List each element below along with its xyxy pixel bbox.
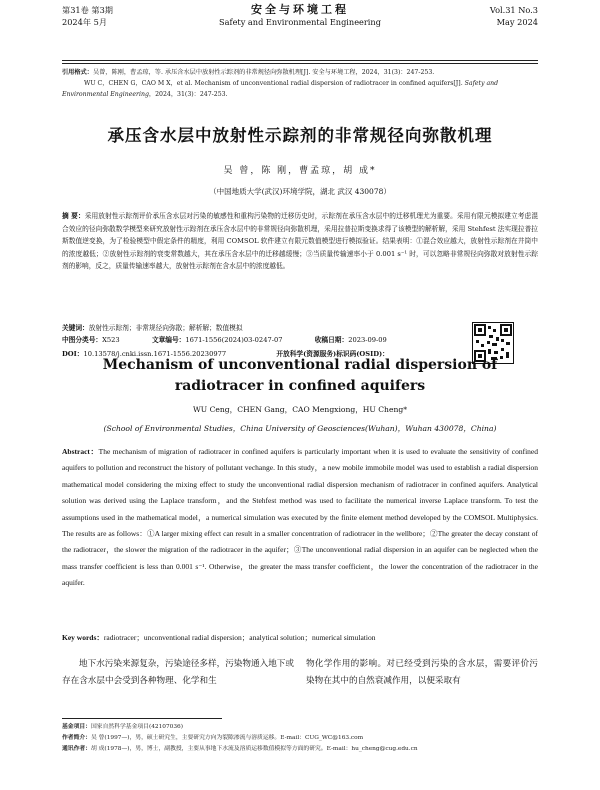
journal-title-en: Safety and Environmental Engineering <box>219 17 381 27</box>
english-title: Mechanism of unconventional radial dispersion of radiotracer in confined aquifers <box>102 357 498 394</box>
keywords-en-text: radiotracer；unconventional radial dispersion；analytical solution；numerical simulation <box>103 633 376 642</box>
journal-title-cn: 安全与环境工程 <box>251 3 349 16</box>
volume-issue-en <box>490 4 538 28</box>
doi-label: DOI： <box>62 350 84 358</box>
affiliation-en: (School of Environmental Studies，China University of Geosciences(Wuhan)，Wuhan 430078，China) <box>103 424 497 433</box>
abstract-en <box>62 444 538 592</box>
fund-text: 国家自然科学基金项目(42107036) <box>91 724 183 730</box>
journal-title <box>62 4 538 28</box>
affiliation-cn: （中国地质大学(武汉)环境学院，湖北 武汉 430078） <box>209 187 391 196</box>
clc-value: X523 <box>102 336 120 344</box>
citation-cn: 吴曾，陈刚，曹孟琼，等. 承压含水层中放射性示踪剂的非常规径向弥散机理[J]. 安全与环境工程，2024，31(3)：247-253. <box>92 69 435 76</box>
abstract-cn <box>62 210 538 273</box>
volume-en: Vol.31 No.3 <box>489 5 538 15</box>
page-title: 承压含水层中放射性示踪剂的非常规径向弥散机理 <box>107 126 493 145</box>
received-label: 收稿日期： <box>314 336 349 344</box>
keywords-cn-label: 关键词： <box>62 324 89 332</box>
body-column-left: 地下水污染来源复杂，污染途径多样，污染物通入地下或存在含水层中会受到各种物理、化学和生 <box>62 659 294 686</box>
corresponding-label: 通讯作者： <box>62 746 91 752</box>
abstract-cn-label: 摘 要： <box>62 212 85 220</box>
docno-value: 1671-1556(2024)03-0247-07 <box>185 336 283 344</box>
docno-label: 文章编号： <box>151 336 186 344</box>
keywords-en-label: Key words： <box>62 633 104 642</box>
corresponding-text: 胡 成(1978—)，男，博士，副教授，主要从事地下水流及溶质运移数值模拟等方面的研究。E-mail：hu_cheng@cug.edu.cn <box>91 746 418 752</box>
authors-cn: 吴 曾，陈 刚，曹孟琼，胡 成* <box>223 166 377 176</box>
footnote-rule <box>62 718 222 719</box>
body-column-right: 物化学作用的影响。对已经受到污染的含水层，需要评价污染物在其中的自然衰减作用，以便采取有 <box>306 659 538 686</box>
abstract-en-text: The mechanism of migration of radiotracer in confined aquifers is particularly important when it is used to evaluate the sensitivity of confined aquifers to pollution and reconstruct the history of pollutant vechange. In this study，a new mobile immobile model was used to establish a radial dispersion mathematical model considering the mixing effect to study the unconventional radial dispersion mechanism of radiotracer in confined aquifers. Analytical solution was derived using the Laplace transform，and the Stehfest method was used to facilitate the numerical inverse Laplace transform. To test the assumptions used in the mathematical model，a numerical simulation was executed by the finite element method developed by the COMSOL Multiphysics. The results are as follows：①A larger mixing effect can result in a smaller concentration of radiotracer in the wellbore；②The greater the decay constant of the radiotracer，the slower the migration of the radiotracer in the aquifer；③The unconventional radial dispersion in an aquifer can be neglected when the mass transfer coefficient is less than 0.001 s⁻¹. Otherwise，the greater the mass transfer coefficient，the lower the concentration of the radiotracer in the aquifer. <box>62 447 538 588</box>
footnote-corresponding <box>62 744 538 754</box>
header-rule-thin <box>62 63 538 64</box>
citation-journal: Safety and Environmental Engineering <box>62 80 499 98</box>
abstract-cn-text: 采用放射性示踪剂评价承压含水层对污染的敏感性和重构污染物的迁移历史时，示踪剂在承压含水层中的迁移机理尤为重要。采用有限元模拟建立考虑混合效应的径向弥散数学模型来研究放射性示踪剂在承压含水层中的非常规径向弥散机理，采用拉普拉斯变换求得了该模型的解析解，采用 Stehfest 法实现拉普拉斯数值逆变换，为了检验模型中假定条件的精度，利用 COMSOL 软件建立有限元数值模型进行模拟验证。结果表明：①混合效应越大，放射性示踪剂在井筒中的浓度越低；②放射性示踪剂的衰变常数越大，其在承压含水层中的迁移越缓慢；③当质量传输速率小于 0.001 s⁻¹ 时，可以忽略非常规径向弥散对放射性示踪剂的影响，反之，质量传输速率越大，放射性示踪剂在含水层中的浓度越低。 <box>62 212 539 270</box>
keywords-en <box>62 631 538 645</box>
author-bio-text: 吴 曾(1997—)，男，硕士研究生，主要研究方向为裂隙渗流与溶质运移。E-mail：CUG_WC@163.com <box>91 735 364 741</box>
meta-row-1 <box>62 334 462 346</box>
abstract-en-label: Abstract： <box>62 447 99 456</box>
keywords-cn-text: 放射性示踪剂；非常规径向弥散；解析解；数值模拟 <box>88 324 243 332</box>
journal-header <box>62 4 538 44</box>
keywords-cn <box>62 322 462 334</box>
header-rule-thick <box>62 60 538 61</box>
date-cn: 2024年 5月 <box>62 17 108 27</box>
author-bio-label: 作者简介： <box>62 735 91 741</box>
footnote-author <box>62 733 538 743</box>
fund-label: 基金项目： <box>62 724 91 730</box>
doi-value[interactable]: 10.13578/j.cnki.issn.1671-1556.20230977 <box>83 350 227 358</box>
clc-label: 中图分类号： <box>62 336 103 344</box>
date-en: May 2024 <box>496 17 538 27</box>
osid-label: 开放科学(资源服务)标识码(OSID)： <box>276 350 389 358</box>
volume-cn: 第31卷 第3期 <box>62 5 113 15</box>
citation-en: WU C，CHEN G，CAO M X，et al. Mechanism of unconventional radial dispersion of radiotracer in confined aquifers[J]. <box>84 80 465 87</box>
citation-tail: ，2024，31(3)：247-253. <box>148 91 228 98</box>
citation-label: 引用格式： <box>62 69 93 76</box>
authors-en: WU Ceng，CHEN Gang，CAO Mengxiong，HU Cheng* <box>192 405 407 414</box>
citation-block <box>62 67 538 100</box>
footnote-fund <box>62 722 538 732</box>
received-value: 2023-09-09 <box>348 336 387 344</box>
